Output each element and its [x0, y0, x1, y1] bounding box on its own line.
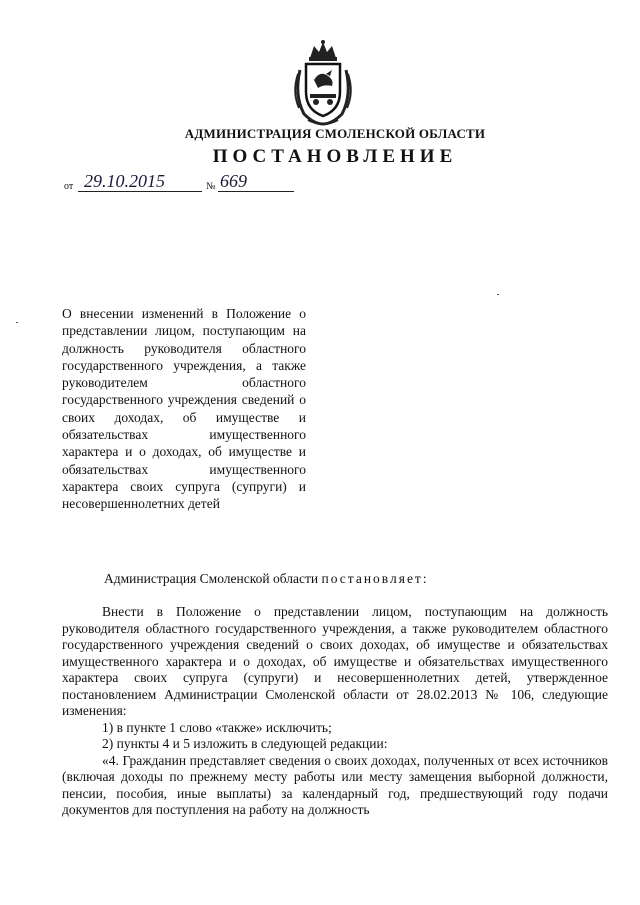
- body-paragraph: «4. Гражданин представляет сведения о своих доходах, полученных от всех источников (включая доходы по прежнему месту работы или месту замещения выборной должности, пенсии, пособия, иные выплаты) за календарный год, предшествующий году подачи документов для поступления на работу на должность: [62, 752, 608, 817]
- scan-speck: [497, 294, 499, 295]
- organization-name: АДМИНИСТРАЦИЯ СМОЛЕНСКОЙ ОБЛАСТИ: [184, 126, 486, 141]
- preamble-text: Администрация Смоленской области: [104, 571, 322, 586]
- number-value: 669: [218, 171, 294, 192]
- body-paragraph: Внести в Положение о представлении лицом, поступающим на должность руководителя областного государственного учреждения, а также руководителем областного государственного учреждения сведений о своих доходах, об имуществе и обязательствах имущественного характера и о доходах, об имуществе и обязательствах имущественного характера своих супруга (супруги) и несовершеннолетних детей, утвержденное постановлением Администрации Смоленской области от 28.02.2013 № 106, следующие изменения:: [62, 604, 608, 718]
- document-body: [62, 604, 608, 819]
- date-number-line: [64, 171, 304, 195]
- preamble: [104, 571, 429, 587]
- body-paragraph: 2) пункты 4 и 5 изложить в следующей редакции:: [102, 736, 388, 751]
- date-prefix: от: [64, 181, 74, 192]
- coat-of-arms-icon: [290, 40, 356, 126]
- number-label: №: [206, 181, 216, 192]
- document-type: ПОСТАНОВЛЕНИЕ: [212, 146, 458, 167]
- preamble-resolves: постановляет:: [321, 571, 429, 586]
- body-paragraph: 1) в пункте 1 слово «также» исключить;: [102, 719, 332, 735]
- scan-speck: [16, 322, 18, 323]
- document-subject: О внесении изменений в Положение о представлении лицом, поступающим на должность руководителя областного государственного учреждения, а также руководителем областного государственного учреждения сведений о своих доходах, об имуществе и обязательствах имущественного характера и о доходах, об имуществе и обязательствах имущественного характера своих супруга (супруги) и несовершеннолетних детей: [62, 306, 306, 512]
- date-value: 29.10.2015: [78, 171, 202, 192]
